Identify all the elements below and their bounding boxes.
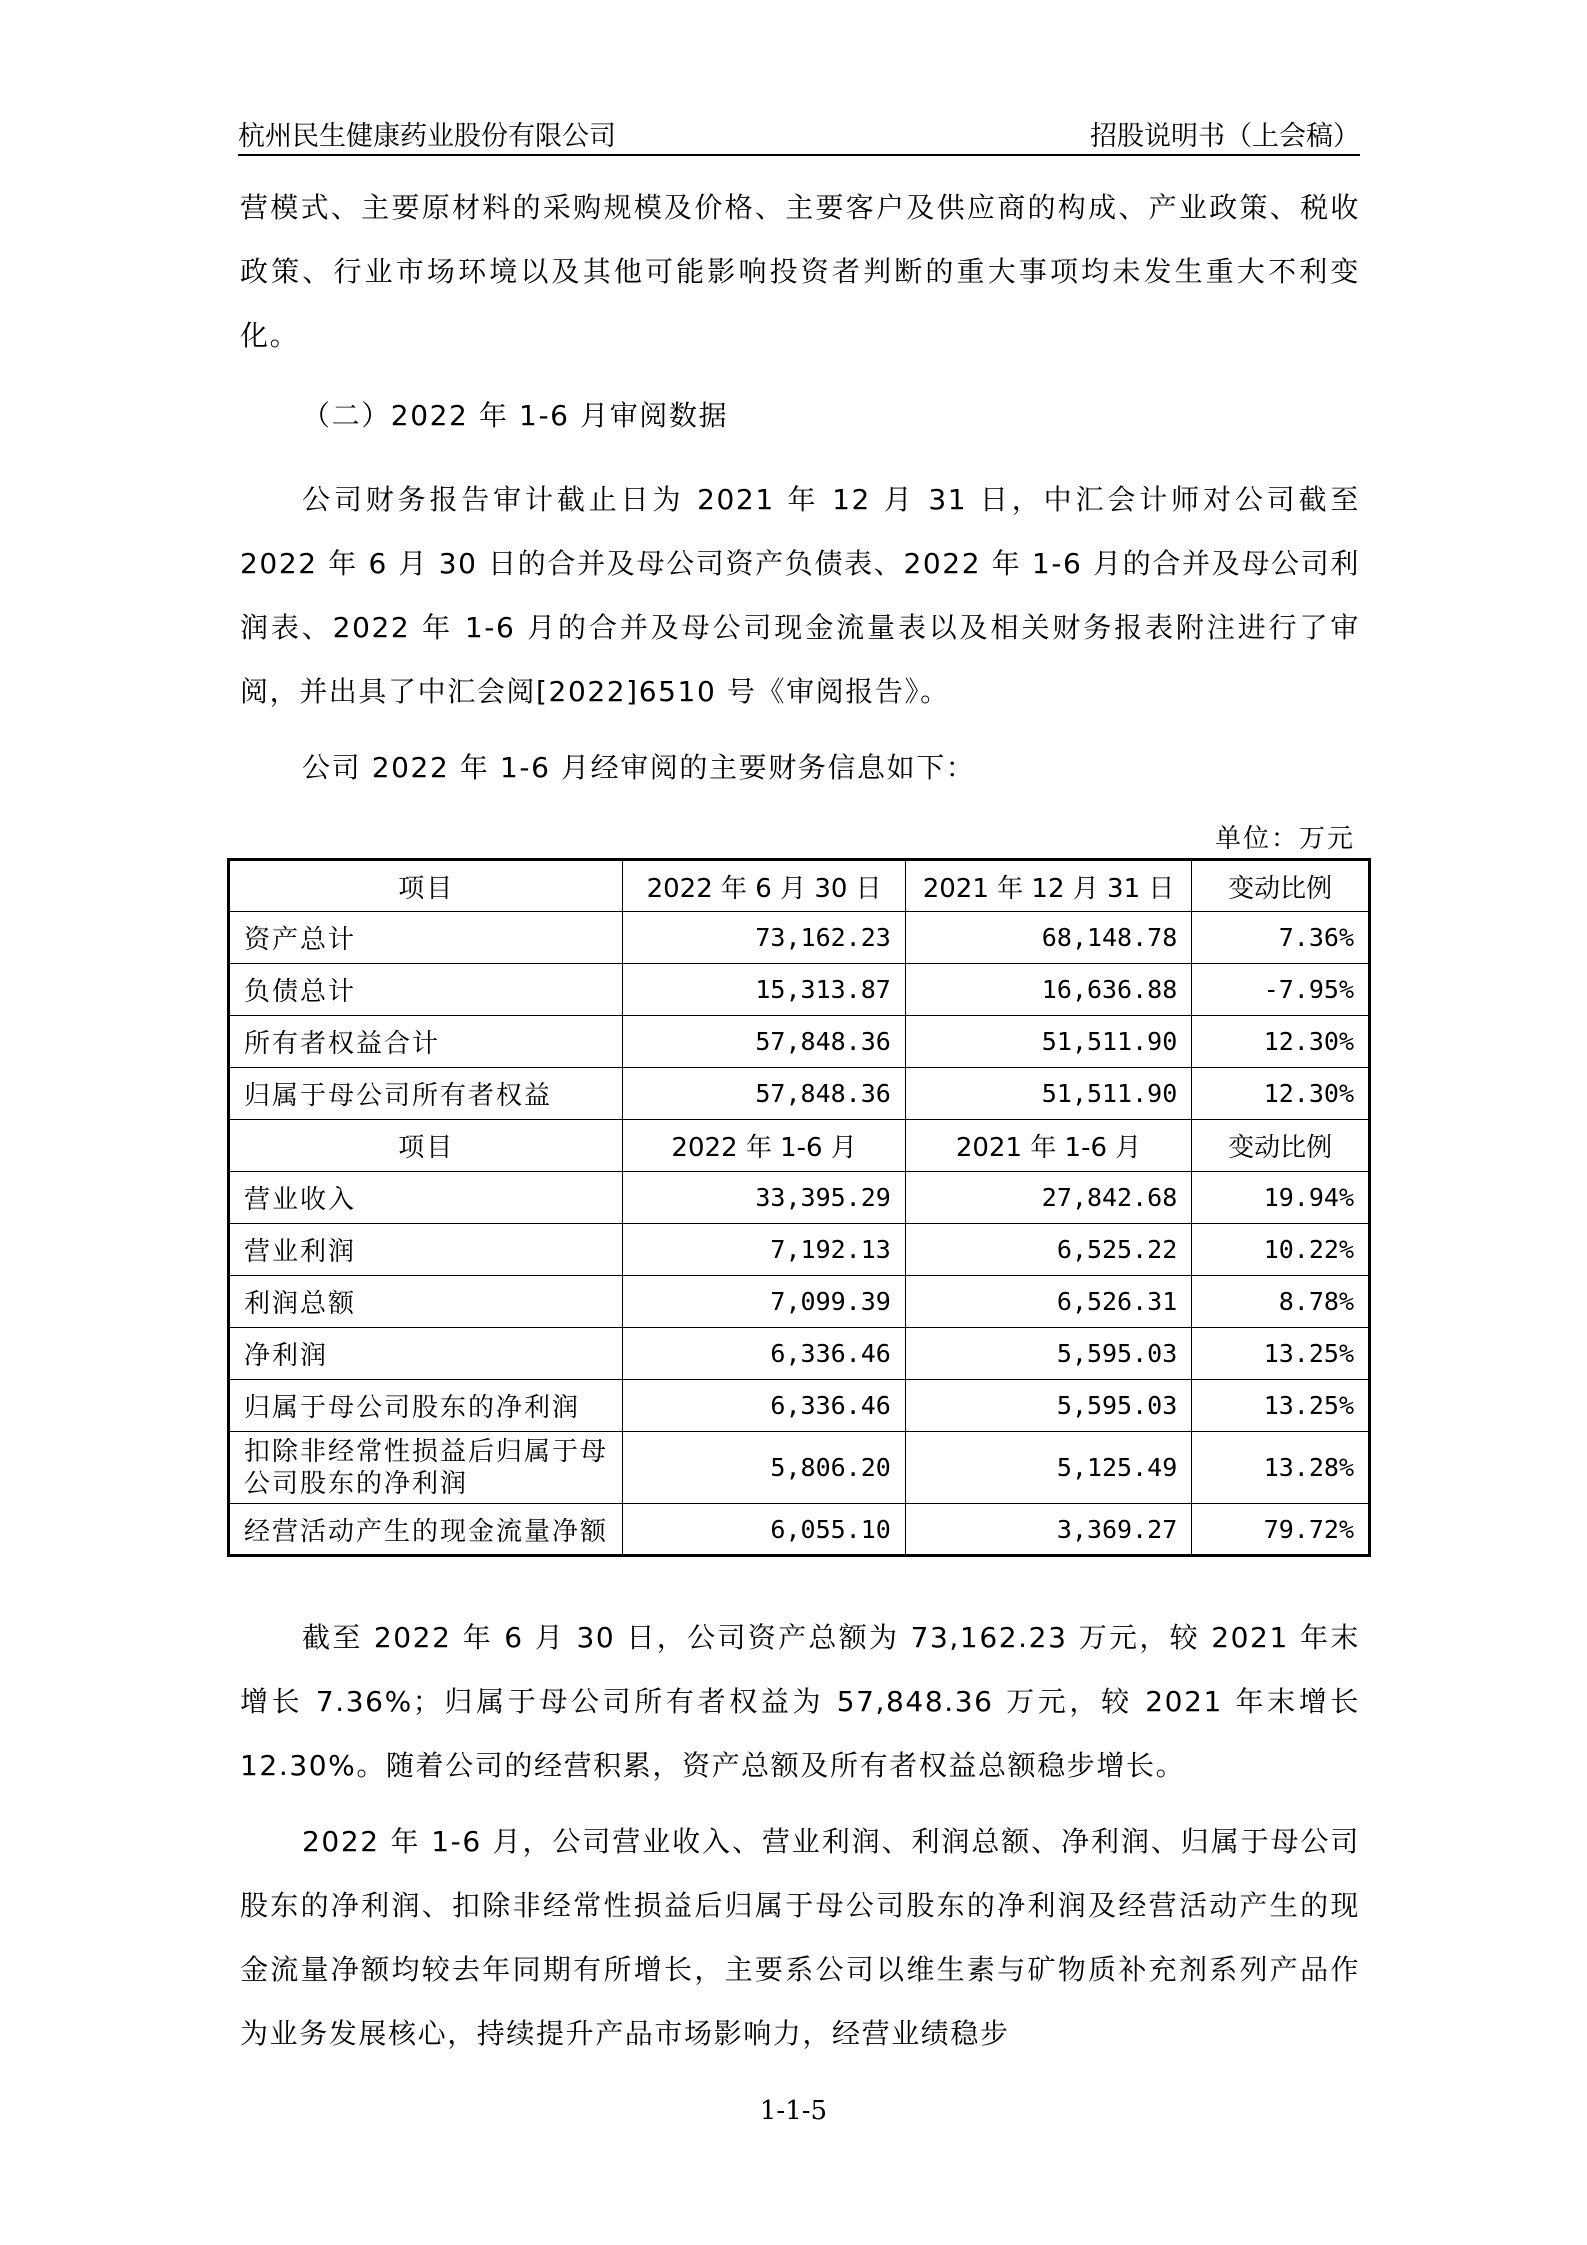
- table-cell-item: 营业利润: [229, 1224, 623, 1276]
- table-cell-value: 7,099.39: [623, 1276, 905, 1328]
- table-header-cell: 项目: [229, 860, 623, 912]
- table-cell-value: 27,842.68: [905, 1172, 1191, 1224]
- table-row: [229, 1432, 1370, 1504]
- table-header-cell: 2022 年 6 月 30 日: [623, 860, 905, 912]
- table-cell-change: 13.25%: [1192, 1328, 1370, 1380]
- paragraph-text: 公司 2022 年 1-6 月经审阅的主要财务信息如下：: [302, 751, 976, 784]
- table-cell-value: 6,336.46: [623, 1380, 905, 1432]
- table-row: [229, 1016, 1370, 1068]
- table-cell-item: 所有者权益合计: [229, 1016, 623, 1068]
- paragraph-income-analysis: [240, 1810, 1360, 2066]
- section-heading: [240, 384, 1360, 448]
- table-cell-change: 8.78%: [1192, 1276, 1370, 1328]
- paragraph-business-conditions: [240, 176, 1360, 368]
- table-cell-value: 5,806.20: [623, 1432, 905, 1504]
- table-cell-value: 6,336.46: [623, 1328, 905, 1380]
- page-number: 1-1-5: [759, 2096, 828, 2126]
- paragraph-balance-analysis: [240, 1606, 1360, 1798]
- paragraph-review-statement: [240, 468, 1360, 724]
- paragraph-table-intro: [240, 736, 1360, 800]
- table-row: [229, 1224, 1370, 1276]
- paragraph-text: 2022 年 1-6 月，公司营业收入、营业利润、利润总额、净利润、归属于母公司股东的净利润、扣除非经常性损益后归属于母公司股东的净利润及经营活动产生的现金流量净额均较去年同期有所增长，主要系公司以维生素与矿物质补充剂系列产品作为业务发展核心，持续提升产品市场影响力，经营业绩稳步: [240, 1825, 1360, 2050]
- table-cell-value: 6,526.31: [905, 1276, 1191, 1328]
- table-cell-value: 5,595.03: [905, 1328, 1191, 1380]
- table-row: [229, 964, 1370, 1016]
- table-header-row: [229, 860, 1370, 912]
- table-cell-change: 13.25%: [1192, 1380, 1370, 1432]
- table-cell-item: 归属于母公司股东的净利润: [229, 1380, 623, 1432]
- table-header-row: [229, 1120, 1370, 1172]
- table-cell-value: 16,636.88: [905, 964, 1191, 1016]
- table-row: [229, 912, 1370, 964]
- table-row: [229, 1328, 1370, 1380]
- table-cell-change: -7.95%: [1192, 964, 1370, 1016]
- table-cell-value: 15,313.87: [623, 964, 905, 1016]
- table-cell-value: 33,395.29: [623, 1172, 905, 1224]
- table-cell-item: 利润总额: [229, 1276, 623, 1328]
- table-cell-item: 扣除非经常性损益后归属于母公司股东的净利润: [229, 1432, 623, 1504]
- table-cell-value: 7,192.13: [623, 1224, 905, 1276]
- table-header-cell: 2022 年 1-6 月: [623, 1120, 905, 1172]
- table-cell-item: 归属于母公司所有者权益: [229, 1068, 623, 1120]
- table-cell-value: 51,511.90: [905, 1016, 1191, 1068]
- paragraph-text: 截至 2022 年 6 月 30 日，公司资产总额为 73,162.23 万元，较 2021 年末增长 7.36%；归属于母公司所有者权益为 57,848.36 万元，较 2021 年末增长 12.30%。随着公司的经营积累，资产总额及所有者权益总额稳步增长。: [240, 1621, 1360, 1782]
- table-cell-value: 73,162.23: [623, 912, 905, 964]
- header-company-name: 杭州民生健康药业股份有限公司: [238, 121, 616, 152]
- table-header-cell: 变动比例: [1192, 1120, 1370, 1172]
- table-cell-change: 12.30%: [1192, 1068, 1370, 1120]
- table-row: [229, 1380, 1370, 1432]
- table-cell-value: 6,055.10: [623, 1504, 905, 1556]
- table-cell-change: 7.36%: [1192, 912, 1370, 964]
- table-cell-item: 资产总计: [229, 912, 623, 964]
- table-cell-change: 13.28%: [1192, 1432, 1370, 1504]
- page-header: [238, 108, 1360, 156]
- table-cell-item: 负债总计: [229, 964, 623, 1016]
- table-cell-item: 经营活动产生的现金流量净额: [229, 1504, 623, 1556]
- table-cell-change: 10.22%: [1192, 1224, 1370, 1276]
- table-header-cell: 2021 年 12 月 31 日: [905, 860, 1191, 912]
- table-cell-value: 51,511.90: [905, 1068, 1191, 1120]
- paragraph-text: 营模式、主要原材料的采购规模及价格、主要客户及供应商的构成、产业政策、税收政策、行业市场环境以及其他可能影响投资者判断的重大事项均未发生重大不利变化。: [240, 191, 1360, 352]
- table-cell-item: 净利润: [229, 1328, 623, 1380]
- table-cell-value: 3,369.27: [905, 1504, 1191, 1556]
- table-header-cell: 2021 年 1-6 月: [905, 1120, 1191, 1172]
- table-cell-item: 营业收入: [229, 1172, 623, 1224]
- table-cell-value: 57,848.36: [623, 1068, 905, 1120]
- table-unit-label: 单位：万元: [1214, 824, 1355, 854]
- header-document-type: 招股说明书（上会稿）: [1090, 121, 1360, 152]
- table-cell-value: 57,848.36: [623, 1016, 905, 1068]
- table-cell-value: 6,525.22: [905, 1224, 1191, 1276]
- financial-summary-table: [227, 858, 1371, 1557]
- table-cell-value: 5,595.03: [905, 1380, 1191, 1432]
- table-row: [229, 1068, 1370, 1120]
- paragraph-text: 公司财务报告审计截止日为 2021 年 12 月 31 日，中汇会计师对公司截至 2022 年 6 月 30 日的合并及母公司资产负债表、2022 年 1-6 月的合并及母公司利润表、2022 年 1-6 月的合并及母公司现金流量表以及相关财务报表附注进行了审阅，并出具了中汇会阅[2022]6510 号《审阅报告》。: [240, 483, 1360, 708]
- table-row: [229, 1504, 1370, 1556]
- table-cell-change: 19.94%: [1192, 1172, 1370, 1224]
- table-row: [229, 1276, 1370, 1328]
- section-heading-text: （二）2022 年 1-6 月审阅数据: [302, 399, 729, 432]
- table-row: [229, 1172, 1370, 1224]
- table-header-cell: 变动比例: [1192, 860, 1370, 912]
- table-cell-value: 5,125.49: [905, 1432, 1191, 1504]
- table-header-cell: 项目: [229, 1120, 623, 1172]
- table-cell-value: 68,148.78: [905, 912, 1191, 964]
- table-cell-change: 12.30%: [1192, 1016, 1370, 1068]
- table-cell-change: 79.72%: [1192, 1504, 1370, 1556]
